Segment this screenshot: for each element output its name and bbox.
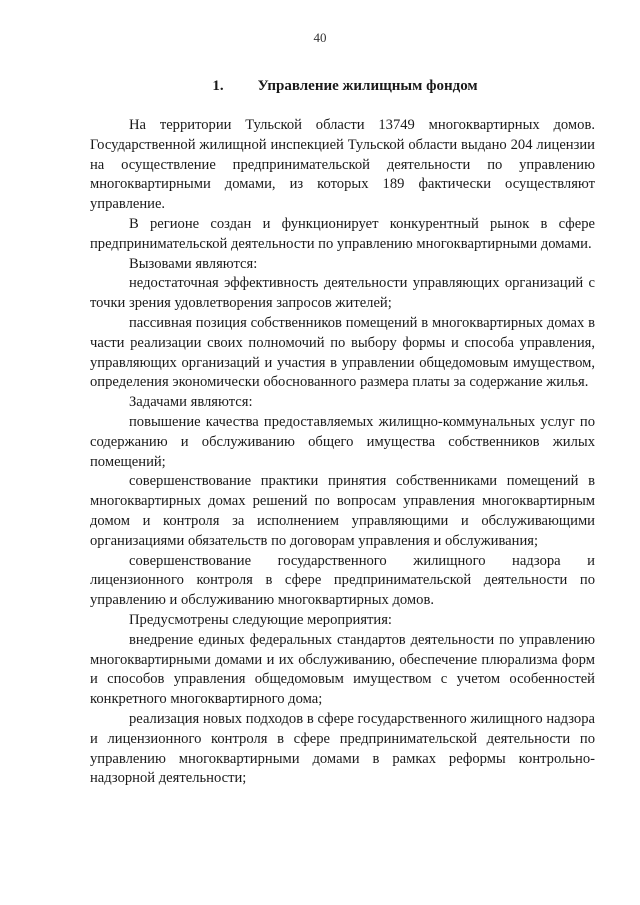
paragraph-tasks-heading: Задачами являются: bbox=[129, 394, 253, 411]
paragraph-market: В регионе создан и функционирует конкурентный рынок в сфере предпринимательской деятельности по управлению многоквартирными домами. bbox=[90, 215, 595, 252]
paragraph-challenges-heading: Вызовами являются: bbox=[129, 255, 258, 272]
section-number: 1. bbox=[212, 78, 224, 94]
paragraph-task-3: совершенствование государственного жилищного надзора и лицензионного контроля в сфере предпринимательской деятельности по управлению и обслуживанию многоквартирных домов. bbox=[90, 552, 595, 609]
paragraph-challenge-1: недостаточная эффективность деятельности управляющих организаций с точки зрения удовлетворения запросов жителей; bbox=[90, 275, 595, 312]
paragraph-measure-2: реализация новых подходов в сфере государственного жилищного надзора и лицензионного контроля в сфере предпринимательской деятельности по управлению многоквартирными домами в рамках реформы контрольно-надзорной деятельности; bbox=[90, 710, 595, 787]
paragraph-measures-heading: Предусмотрены следующие мероприятия: bbox=[129, 611, 392, 628]
section-heading bbox=[90, 78, 600, 95]
paragraph-task-1: повышение качества предоставляемых жилищно-коммунальных услуг по содержанию и обслуживанию общего имущества собственников жилых помещений; bbox=[90, 413, 595, 470]
paragraph-challenge-2: пассивная позиция собственников помещений в многоквартирных домах в части реализации своих полномочий по выбору формы и способа управления, управляющих организаций и участия в управлении общедомовым имуществом, определения экономически обоснованного размера платы за содержание жилья. bbox=[90, 314, 595, 391]
document-body bbox=[90, 116, 595, 789]
paragraph-housing-stats: На территории Тульской области 13749 многоквартирных домов. Государственной жилищной инспекцией Тульской области выдано 204 лицензии на осуществление предпринимательской деятельности по управлению многоквартирными домами, из которых 189 фактически осуществляют управление. bbox=[90, 117, 595, 213]
section-title: Управление жилищным фондом bbox=[257, 78, 478, 94]
paragraph-task-2: совершенствование практики принятия собственниками помещений в многоквартирных домах решений по вопросам управления многоквартирным домом и контроля за исполнением управляющими и обслуживающими организациями обязательств по договорам управления и обслуживания; bbox=[90, 473, 595, 549]
page-number: 40 bbox=[313, 30, 327, 45]
paragraph-measure-1: внедрение единых федеральных стандартов деятельности по управлению многоквартирными домами и их обслуживанию, обеспечение плюрализма форм и способов управления общедомовым имуществом с учетом особенностей конкретного многоквартирного дома; bbox=[90, 631, 595, 708]
